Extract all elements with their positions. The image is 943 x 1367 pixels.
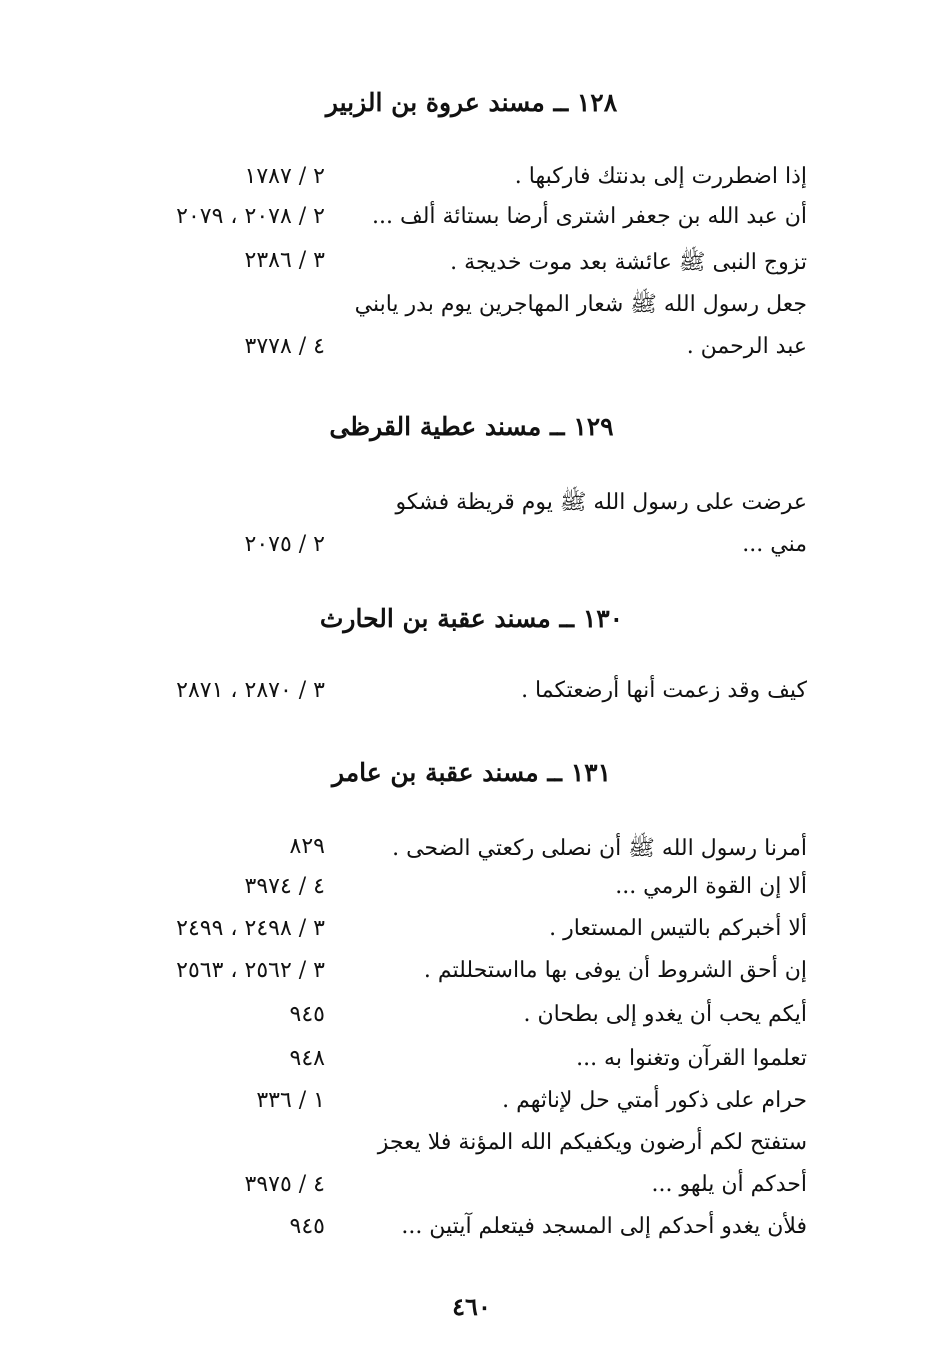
entry-text: جعل رسول الله ﷺ شعار المهاجرين يوم بدر يابني bbox=[354, 292, 807, 317]
entry-row bbox=[0, 1172, 943, 1212]
entry-ref: ٢ / ١٧٨٧ bbox=[244, 164, 325, 189]
section-heading-129: ١٢٩ ــ مسند عطية القرظى bbox=[329, 412, 614, 441]
entry-ref: ١ / ٣٣٦ bbox=[256, 1088, 325, 1113]
entry-ref: ٣ / ٢٨٧٠ ، ٢٨٧١ bbox=[176, 678, 325, 703]
entry-row bbox=[0, 164, 943, 204]
entry-row bbox=[0, 834, 943, 874]
entry-text: إذا اضطررت إلى بدنتك فاركبها . bbox=[514, 164, 807, 189]
entry-row bbox=[0, 678, 943, 718]
entry-ref: ٤ / ٣٧٧٨ bbox=[244, 334, 325, 359]
entry-row bbox=[0, 204, 943, 244]
entry-row bbox=[0, 916, 943, 956]
entry-row bbox=[0, 1130, 943, 1170]
entry-row bbox=[0, 334, 943, 374]
entry-ref: ٩٤٨ bbox=[289, 1046, 325, 1071]
section-heading-130: ١٣٠ ــ مسند عقبة بن الحارث bbox=[319, 604, 624, 633]
entry-row bbox=[0, 248, 943, 288]
entry-ref: ٣ / ٢٣٨٦ bbox=[244, 248, 325, 273]
entry-ref: ٤ / ٣٩٧٥ bbox=[244, 1172, 325, 1197]
section-heading-128: ١٢٨ ــ مسند عروة بن الزبير bbox=[325, 88, 618, 117]
entry-ref: ٤ / ٣٩٧٤ bbox=[244, 874, 325, 899]
entry-row bbox=[0, 532, 943, 572]
entry-text: أمرنا رسول الله ﷺ أن نصلى ركعتي الضحى . bbox=[392, 836, 807, 861]
entry-text: عرضت على رسول الله ﷺ يوم قريظة فشكو bbox=[395, 490, 807, 515]
entry-text: أحدكم أن يلهو ... bbox=[651, 1172, 807, 1197]
entry-text: عبد الرحمن . bbox=[686, 334, 807, 359]
page-number: ٤٦٠ bbox=[452, 1292, 491, 1321]
entry-row bbox=[0, 290, 943, 330]
entry-text: فلأن يغدو أحدكم إلى المسجد فيتعلم آيتين ... bbox=[401, 1214, 807, 1239]
entry-text: ألا إن القوة الرمي ... bbox=[615, 874, 807, 899]
entry-ref: ٢ / ٢٠٧٥ bbox=[244, 532, 325, 557]
entry-row bbox=[0, 1214, 943, 1254]
entry-row bbox=[0, 874, 943, 914]
entry-row bbox=[0, 488, 943, 528]
entry-text: ستفتح لكم أرضون ويكفيكم الله المؤنة فلا يعجز bbox=[377, 1130, 807, 1155]
entry-text: تعلموا القرآن وتغنوا به ... bbox=[576, 1046, 807, 1071]
entry-text: ألا أخبركم بالتيس المستعار . bbox=[549, 916, 807, 941]
entry-row bbox=[0, 1002, 943, 1042]
entry-text: تزوج النبى ﷺ عائشة بعد موت خديجة . bbox=[450, 250, 807, 275]
entry-text: إن أحق الشروط أن يوفى بها مااستحللتم . bbox=[423, 958, 807, 983]
entry-row bbox=[0, 1088, 943, 1128]
entry-ref: ٩٤٥ bbox=[289, 1214, 325, 1239]
entry-text: كيف وقد زعمت أنها أرضعتكما . bbox=[521, 678, 807, 703]
section-heading-131: ١٣١ ــ مسند عقبة بن عامر bbox=[331, 758, 612, 787]
entry-text: حرام على ذكور أمتي حل لإناثهم . bbox=[502, 1088, 807, 1113]
entry-text: أيكم يحب أن يغدو إلى بطحان . bbox=[523, 1002, 807, 1027]
entry-row bbox=[0, 1046, 943, 1086]
entry-ref: ٩٤٥ bbox=[289, 1002, 325, 1027]
entry-ref: ٢ / ٢٠٧٨ ، ٢٠٧٩ bbox=[176, 204, 325, 229]
entry-ref: ٣ / ٢٥٦٢ ، ٢٥٦٣ bbox=[176, 958, 325, 983]
entry-ref: ٨٢٩ bbox=[289, 834, 325, 859]
entry-row bbox=[0, 958, 943, 998]
entry-text: مني ... bbox=[742, 532, 807, 557]
entry-ref: ٣ / ٢٤٩٨ ، ٢٤٩٩ bbox=[176, 916, 325, 941]
entry-text: أن عبد الله بن جعفر اشترى أرضا بستائة ألف ... bbox=[371, 204, 807, 229]
